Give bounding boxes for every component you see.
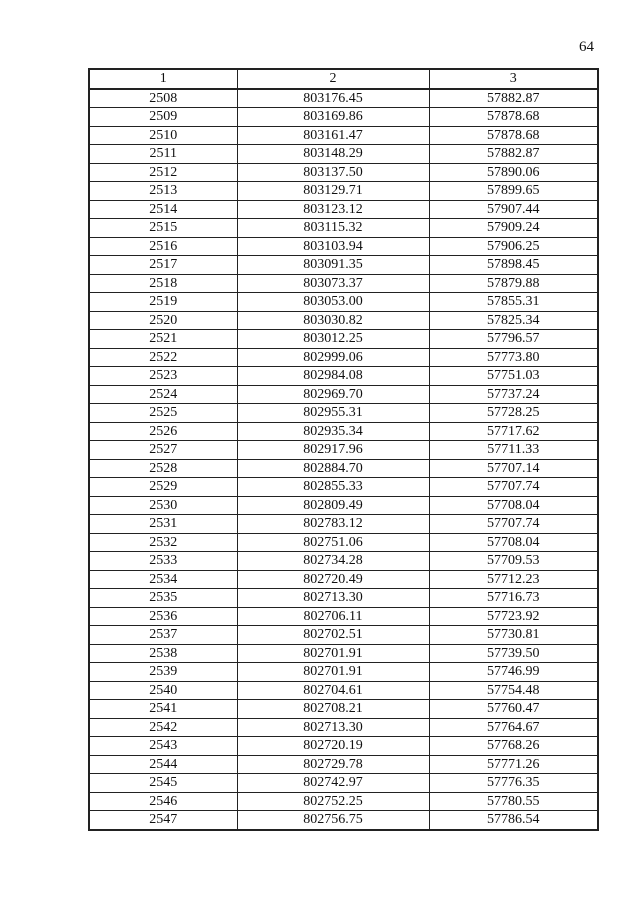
- point-number-cell: 2535: [89, 589, 237, 608]
- y-coordinate-cell: 57882.87: [429, 89, 598, 108]
- y-coordinate-cell: 57707.74: [429, 478, 598, 497]
- x-coordinate-cell: 803129.71: [237, 182, 429, 201]
- point-number-cell: 2508: [89, 89, 237, 108]
- table-row: [89, 89, 598, 108]
- y-coordinate-cell: 57899.65: [429, 182, 598, 201]
- x-coordinate-cell: 802720.19: [237, 737, 429, 756]
- x-coordinate-cell: 802701.91: [237, 663, 429, 682]
- table-row: [89, 404, 598, 423]
- table-row: [89, 330, 598, 349]
- table-row: [89, 200, 598, 219]
- table-row: [89, 644, 598, 663]
- table-row: [89, 163, 598, 182]
- x-coordinate-cell: 802969.70: [237, 385, 429, 404]
- table-row: [89, 108, 598, 127]
- table-row: [89, 293, 598, 312]
- x-coordinate-cell: 802706.11: [237, 607, 429, 626]
- x-coordinate-cell: 802809.49: [237, 496, 429, 515]
- y-coordinate-cell: 57764.67: [429, 718, 598, 737]
- x-coordinate-cell: 803148.29: [237, 145, 429, 164]
- y-coordinate-cell: 57879.88: [429, 274, 598, 293]
- y-coordinate-cell: 57796.57: [429, 330, 598, 349]
- y-coordinate-cell: 57751.03: [429, 367, 598, 386]
- y-coordinate-cell: 57709.53: [429, 552, 598, 571]
- column-header-2: 2: [237, 69, 429, 89]
- y-coordinate-cell: 57708.04: [429, 496, 598, 515]
- y-coordinate-cell: 57760.47: [429, 700, 598, 719]
- y-coordinate-cell: 57906.25: [429, 237, 598, 256]
- x-coordinate-cell: 803115.32: [237, 219, 429, 238]
- x-coordinate-cell: 802783.12: [237, 515, 429, 534]
- x-coordinate-cell: 802742.97: [237, 774, 429, 793]
- point-number-cell: 2542: [89, 718, 237, 737]
- table-row: [89, 237, 598, 256]
- point-number-cell: 2516: [89, 237, 237, 256]
- table-row: [89, 348, 598, 367]
- x-coordinate-cell: 802955.31: [237, 404, 429, 423]
- x-coordinate-cell: 802734.28: [237, 552, 429, 571]
- y-coordinate-cell: 57878.68: [429, 126, 598, 145]
- point-number-cell: 2541: [89, 700, 237, 719]
- x-coordinate-cell: 802751.06: [237, 533, 429, 552]
- point-number-cell: 2525: [89, 404, 237, 423]
- point-number-cell: 2521: [89, 330, 237, 349]
- x-coordinate-cell: 802855.33: [237, 478, 429, 497]
- x-coordinate-cell: 803103.94: [237, 237, 429, 256]
- y-coordinate-cell: 57878.68: [429, 108, 598, 127]
- table-row: [89, 755, 598, 774]
- table-row: [89, 774, 598, 793]
- table-row: [89, 626, 598, 645]
- table-row: [89, 385, 598, 404]
- x-coordinate-cell: 802729.78: [237, 755, 429, 774]
- x-coordinate-cell: 802713.30: [237, 589, 429, 608]
- table-row: [89, 607, 598, 626]
- column-header-3: 3: [429, 69, 598, 89]
- point-number-cell: 2510: [89, 126, 237, 145]
- y-coordinate-cell: 57708.04: [429, 533, 598, 552]
- table-row: [89, 496, 598, 515]
- x-coordinate-cell: 802999.06: [237, 348, 429, 367]
- y-coordinate-cell: 57776.35: [429, 774, 598, 793]
- point-number-cell: 2527: [89, 441, 237, 460]
- point-number-cell: 2513: [89, 182, 237, 201]
- x-coordinate-cell: 802720.49: [237, 570, 429, 589]
- y-coordinate-cell: 57728.25: [429, 404, 598, 423]
- y-coordinate-cell: 57855.31: [429, 293, 598, 312]
- x-coordinate-cell: 803123.12: [237, 200, 429, 219]
- x-coordinate-cell: 803161.47: [237, 126, 429, 145]
- y-coordinate-cell: 57907.44: [429, 200, 598, 219]
- y-coordinate-cell: 57882.87: [429, 145, 598, 164]
- point-number-cell: 2526: [89, 422, 237, 441]
- y-coordinate-cell: 57898.45: [429, 256, 598, 275]
- y-coordinate-cell: 57716.73: [429, 589, 598, 608]
- point-number-cell: 2539: [89, 663, 237, 682]
- table-row: [89, 422, 598, 441]
- table-row: [89, 811, 598, 830]
- point-number-cell: 2533: [89, 552, 237, 571]
- point-number-cell: 2520: [89, 311, 237, 330]
- table-header: [89, 69, 598, 89]
- table-row: [89, 792, 598, 811]
- table-row: [89, 182, 598, 201]
- table-row: [89, 145, 598, 164]
- x-coordinate-cell: 802701.91: [237, 644, 429, 663]
- coordinates-table-container: [88, 68, 597, 831]
- coordinates-table: [88, 68, 599, 831]
- y-coordinate-cell: 57773.80: [429, 348, 598, 367]
- point-number-cell: 2544: [89, 755, 237, 774]
- x-coordinate-cell: 803053.00: [237, 293, 429, 312]
- point-number-cell: 2536: [89, 607, 237, 626]
- table-row: [89, 700, 598, 719]
- x-coordinate-cell: 802917.96: [237, 441, 429, 460]
- point-number-cell: 2524: [89, 385, 237, 404]
- point-number-cell: 2543: [89, 737, 237, 756]
- table-row: [89, 311, 598, 330]
- y-coordinate-cell: 57771.26: [429, 755, 598, 774]
- point-number-cell: 2546: [89, 792, 237, 811]
- table-row: [89, 459, 598, 478]
- point-number-cell: 2540: [89, 681, 237, 700]
- y-coordinate-cell: 57768.26: [429, 737, 598, 756]
- y-coordinate-cell: 57739.50: [429, 644, 598, 663]
- table-row: [89, 478, 598, 497]
- point-number-cell: 2511: [89, 145, 237, 164]
- point-number-cell: 2515: [89, 219, 237, 238]
- table-row: [89, 274, 598, 293]
- point-number-cell: 2530: [89, 496, 237, 515]
- point-number-cell: 2523: [89, 367, 237, 386]
- y-coordinate-cell: 57707.74: [429, 515, 598, 534]
- x-coordinate-cell: 803091.35: [237, 256, 429, 275]
- column-header-1: 1: [89, 69, 237, 89]
- x-coordinate-cell: 802704.61: [237, 681, 429, 700]
- point-number-cell: 2514: [89, 200, 237, 219]
- x-coordinate-cell: 802713.30: [237, 718, 429, 737]
- point-number-cell: 2519: [89, 293, 237, 312]
- table-row: [89, 126, 598, 145]
- x-coordinate-cell: 803073.37: [237, 274, 429, 293]
- point-number-cell: 2532: [89, 533, 237, 552]
- table-row: [89, 737, 598, 756]
- y-coordinate-cell: 57717.62: [429, 422, 598, 441]
- y-coordinate-cell: 57890.06: [429, 163, 598, 182]
- table-row: [89, 533, 598, 552]
- table-row: [89, 256, 598, 275]
- point-number-cell: 2531: [89, 515, 237, 534]
- header-row: [89, 69, 598, 89]
- y-coordinate-cell: 57825.34: [429, 311, 598, 330]
- y-coordinate-cell: 57754.48: [429, 681, 598, 700]
- table-row: [89, 718, 598, 737]
- x-coordinate-cell: 802935.34: [237, 422, 429, 441]
- y-coordinate-cell: 57909.24: [429, 219, 598, 238]
- point-number-cell: 2545: [89, 774, 237, 793]
- point-number-cell: 2528: [89, 459, 237, 478]
- x-coordinate-cell: 802756.75: [237, 811, 429, 830]
- x-coordinate-cell: 802984.08: [237, 367, 429, 386]
- y-coordinate-cell: 57707.14: [429, 459, 598, 478]
- x-coordinate-cell: 803176.45: [237, 89, 429, 108]
- y-coordinate-cell: 57711.33: [429, 441, 598, 460]
- table-row: [89, 367, 598, 386]
- x-coordinate-cell: 803012.25: [237, 330, 429, 349]
- x-coordinate-cell: 802884.70: [237, 459, 429, 478]
- y-coordinate-cell: 57723.92: [429, 607, 598, 626]
- x-coordinate-cell: 802702.51: [237, 626, 429, 645]
- y-coordinate-cell: 57786.54: [429, 811, 598, 830]
- table-body: [89, 89, 598, 830]
- point-number-cell: 2538: [89, 644, 237, 663]
- table-row: [89, 552, 598, 571]
- table-row: [89, 681, 598, 700]
- x-coordinate-cell: 802752.25: [237, 792, 429, 811]
- table-row: [89, 663, 598, 682]
- x-coordinate-cell: 803169.86: [237, 108, 429, 127]
- point-number-cell: 2509: [89, 108, 237, 127]
- y-coordinate-cell: 57780.55: [429, 792, 598, 811]
- point-number-cell: 2522: [89, 348, 237, 367]
- point-number-cell: 2534: [89, 570, 237, 589]
- table-row: [89, 515, 598, 534]
- point-number-cell: 2517: [89, 256, 237, 275]
- x-coordinate-cell: 802708.21: [237, 700, 429, 719]
- y-coordinate-cell: 57730.81: [429, 626, 598, 645]
- point-number-cell: 2537: [89, 626, 237, 645]
- point-number-cell: 2512: [89, 163, 237, 182]
- y-coordinate-cell: 57737.24: [429, 385, 598, 404]
- page-number: 64: [579, 39, 594, 55]
- table-row: [89, 589, 598, 608]
- y-coordinate-cell: 57746.99: [429, 663, 598, 682]
- point-number-cell: 2518: [89, 274, 237, 293]
- x-coordinate-cell: 803030.82: [237, 311, 429, 330]
- point-number-cell: 2547: [89, 811, 237, 830]
- point-number-cell: 2529: [89, 478, 237, 497]
- table-row: [89, 441, 598, 460]
- table-row: [89, 219, 598, 238]
- x-coordinate-cell: 803137.50: [237, 163, 429, 182]
- table-row: [89, 570, 598, 589]
- y-coordinate-cell: 57712.23: [429, 570, 598, 589]
